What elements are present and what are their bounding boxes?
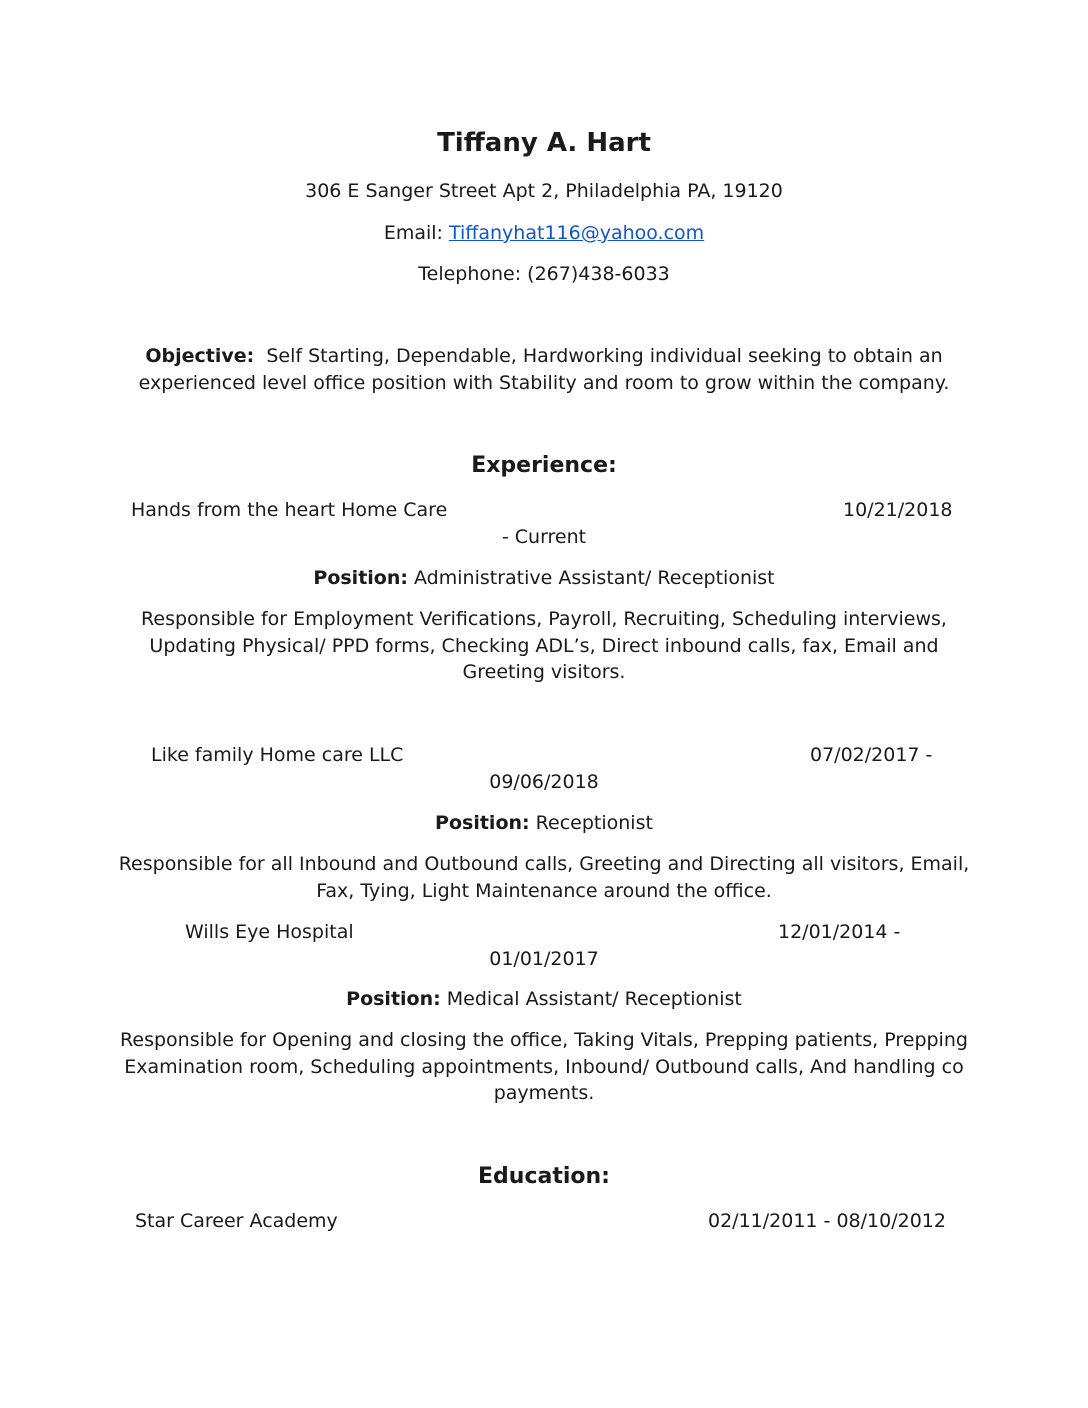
telephone: Telephone: (267)438-6033: [418, 263, 670, 285]
job-employer: Like family Home care LLC: [151, 744, 404, 766]
position-title: Medical Assistant/ Receptionist: [446, 988, 742, 1010]
job-employer: Hands from the heart Home Care: [131, 499, 448, 521]
job-dates-start: 07/02/2017 -: [810, 744, 933, 766]
job-description: Responsible for Employment Verifications, Payroll, Recruiting, Scheduling interviews, Updating Physical/ PPD forms, Checking ADL’s, Direct inbound calls, fax, Email and Greeting visitors.: [141, 608, 947, 683]
job-description: Responsible for Opening and closing the office, Taking Vitals, Prepping patients, Prepping Examination room, Scheduling appointments, Inbound/ Outbound calls, And handling co payments.: [120, 1029, 968, 1104]
candidate-name: Tiffany A. Hart: [437, 128, 651, 158]
position-label: Position:: [346, 988, 441, 1010]
job-dates-start: 10/21/2018: [843, 499, 953, 521]
objective: [110, 343, 978, 396]
objective-text: Self Starting, Dependable, Hardworking individual seeking to obtain an experienced level office position with Stability and room to grow within the company.: [138, 345, 950, 394]
email-line: [0, 220, 1088, 246]
job-position: [0, 810, 1088, 836]
email-link[interactable]: Tiffanyhat116@yahoo.com: [448, 222, 705, 244]
position-title: Administrative Assistant/ Receptionist: [414, 567, 775, 589]
email-label: Email:: [383, 222, 443, 244]
job-position: [0, 565, 1088, 591]
job-dates-end: - Current: [501, 526, 587, 548]
job-position: [0, 986, 1088, 1012]
experience-heading: Experience:: [471, 453, 617, 478]
education-dates: 02/11/2011 - 08/10/2012: [708, 1210, 946, 1232]
job-dates-end: 01/01/2017: [489, 948, 599, 970]
address: 306 E Sanger Street Apt 2, Philadelphia PA, 19120: [305, 180, 783, 202]
school-name: Star Career Academy: [135, 1210, 338, 1232]
position-title: Receptionist: [535, 812, 653, 834]
job-description: Responsible for all Inbound and Outbound calls, Greeting and Directing all visitors, Email, Fax, Tying, Light Maintenance around the office.: [118, 853, 970, 902]
position-label: Position:: [435, 812, 530, 834]
job-employer: Wills Eye Hospital: [185, 921, 354, 943]
job-dates-start: 12/01/2014 -: [778, 921, 901, 943]
education-heading: Education:: [478, 1164, 610, 1189]
objective-label: Objective:: [145, 345, 255, 367]
job-dates-end: 09/06/2018: [489, 771, 599, 793]
position-label: Position:: [313, 567, 408, 589]
